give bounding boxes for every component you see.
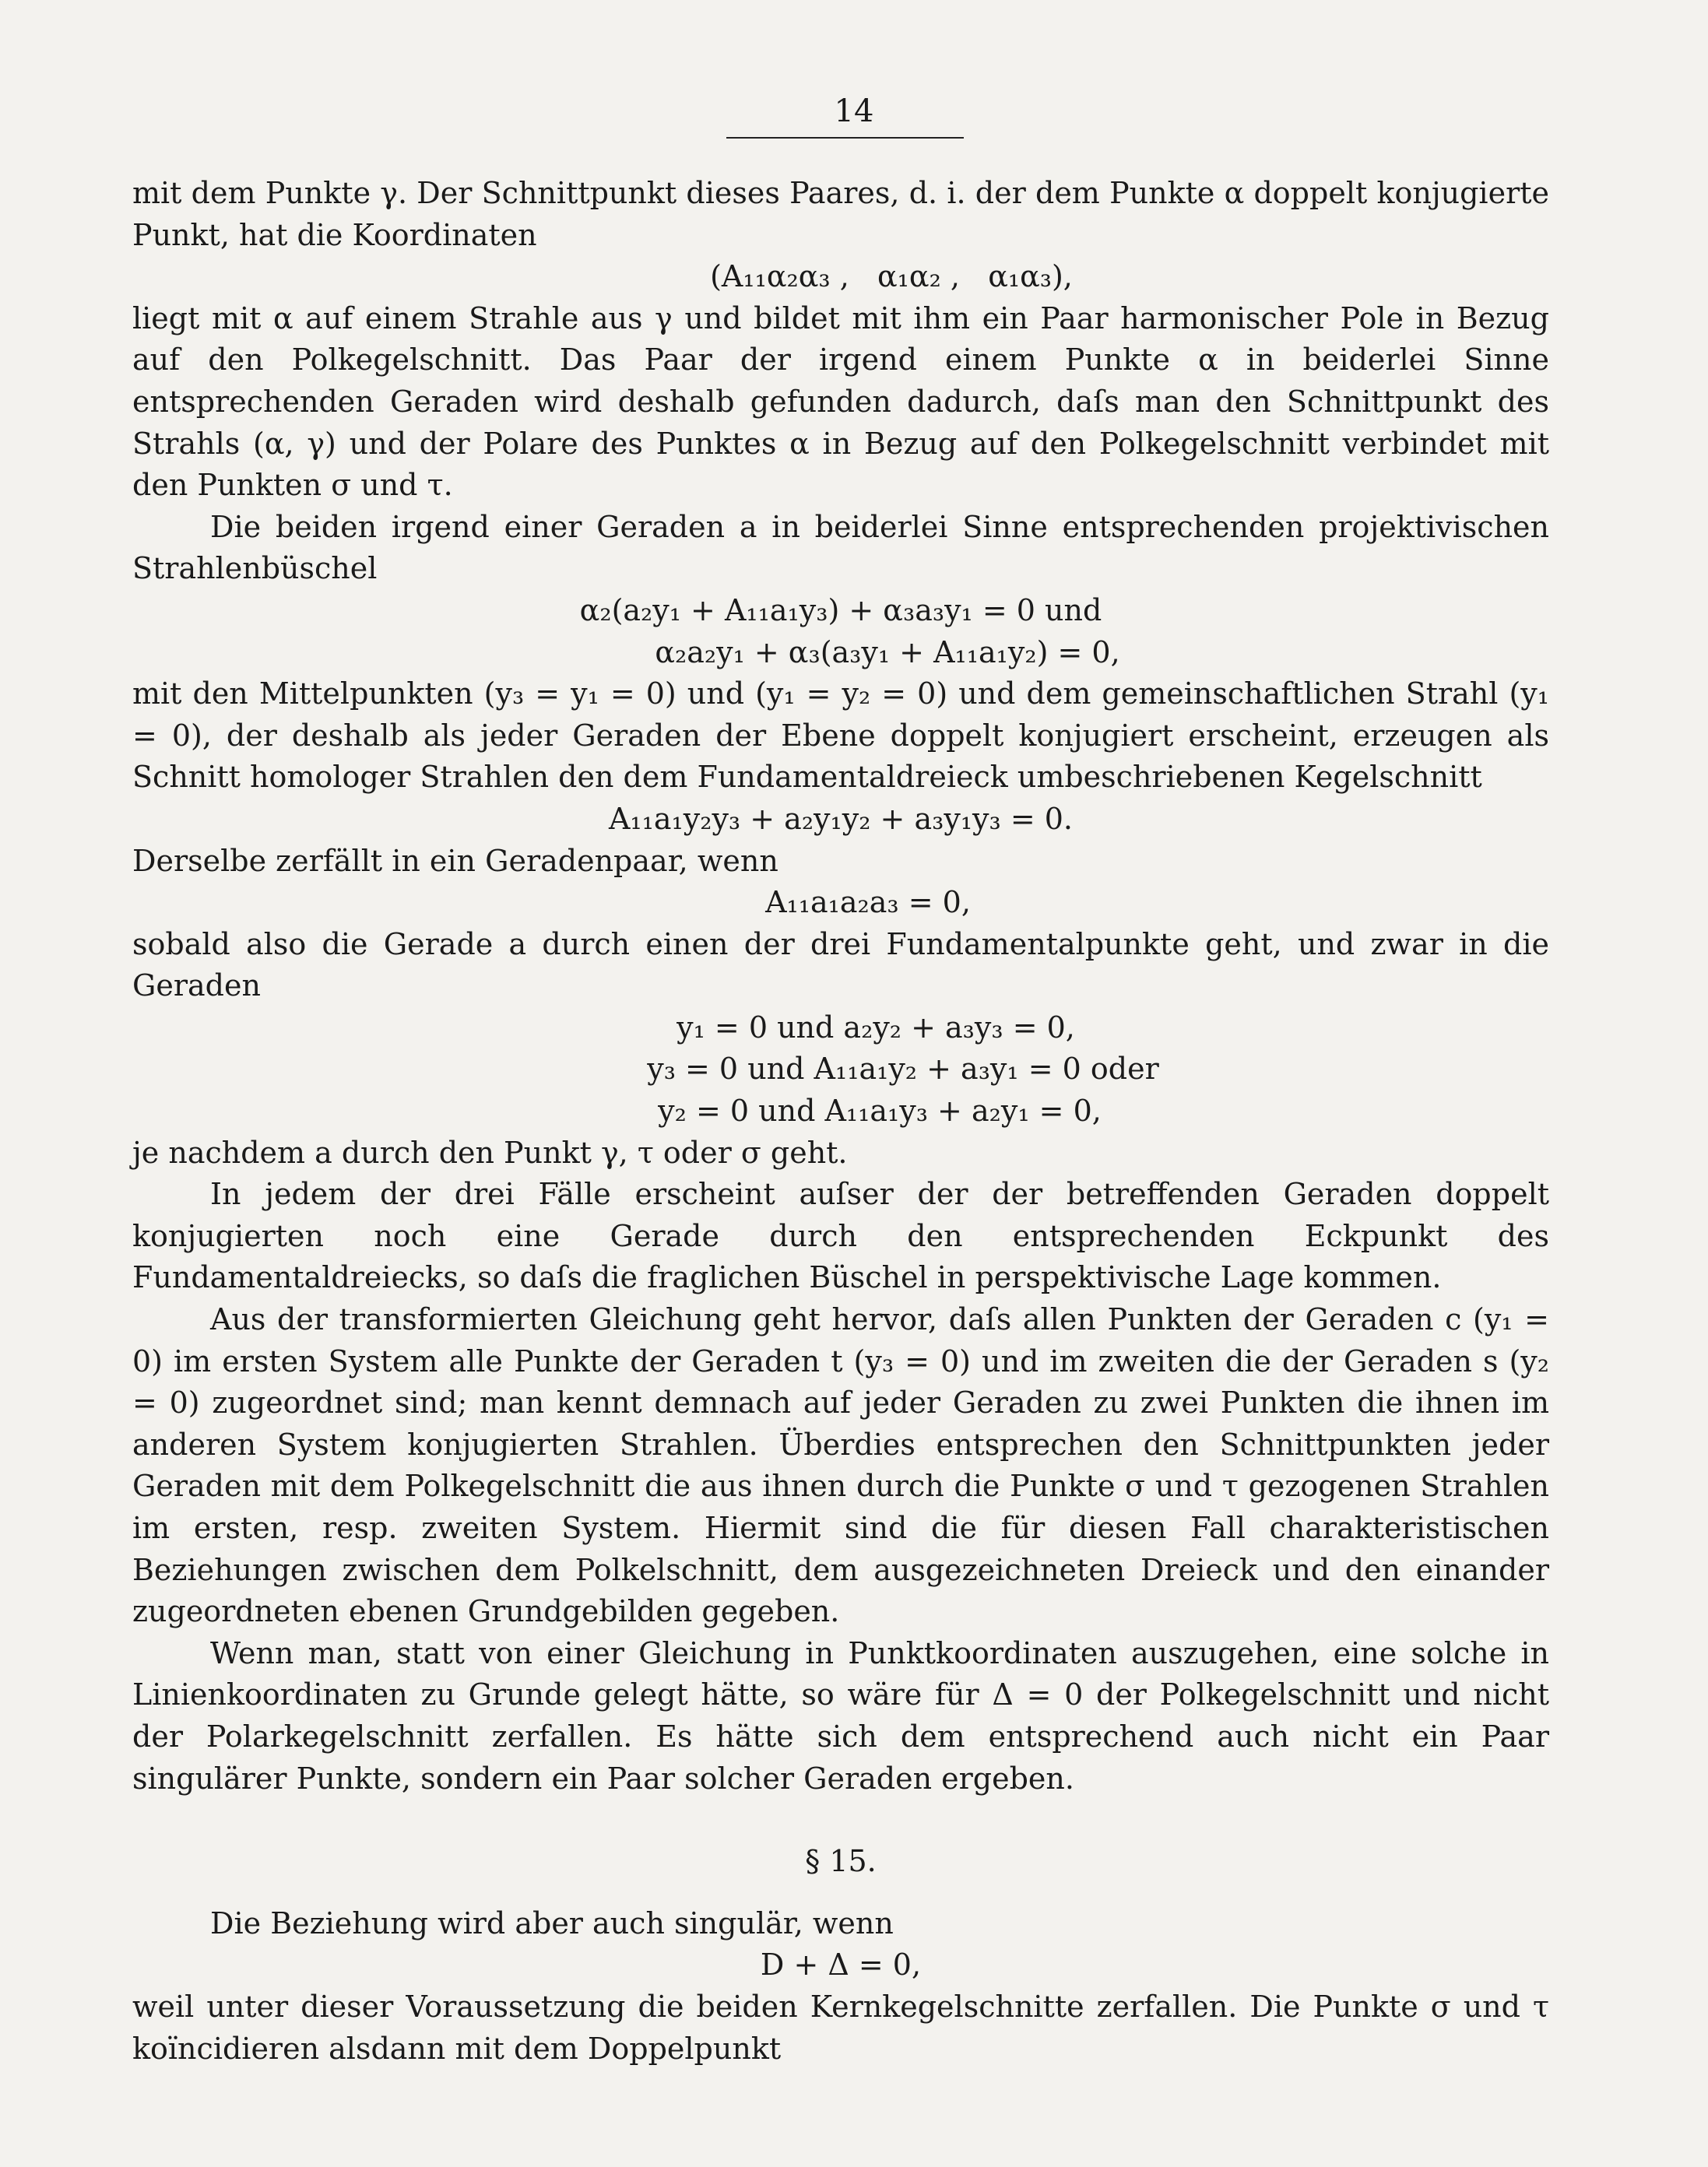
paragraph: Wenn man, statt von einer Gleichung in Punktkoordinaten auszugehen, eine solche in Linienkoordinaten zu Grunde gelegt hätte, so wäre für Δ = 0 der Polkegelschnitt und nicht der Polarkegelschnitt zerfallen. Es hätte sich dem entsprechend auch nicht ein Paar singulärer Punkte, sondern ein Paar solcher Geraden ergeben. bbox=[132, 1635, 1549, 1796]
header-rule bbox=[726, 137, 964, 139]
paragraph: mit dem Punkte γ. Der Schnittpunkt dieses Paares, d. i. der dem Punkte α doppelt konjugierte Punkt, hat die Koordinaten bbox=[132, 176, 1549, 252]
equation: y₃ = 0 und A₁₁a₁y₂ + a₃y₁ = 0 oder bbox=[647, 1052, 1159, 1087]
paragraph: sobald also die Gerade a durch einen der drei Fundamentalpunkte geht, und zwar in die Geraden bbox=[132, 926, 1549, 1003]
equation: α₂(a₂y₁ + A₁₁a₁y₃) + α₃a₃y₁ = 0 und bbox=[579, 592, 1102, 627]
paragraph: In jedem der drei Fälle erscheint auſser der der betreffenden Geraden doppelt konjugierten noch eine Gerade durch den entsprechenden Eckpunkt des Fundamentaldreiecks, so daſs die fraglichen Büschel in perspektivische Lage kommen. bbox=[132, 1177, 1549, 1295]
equation: y₁ = 0 und a₂y₂ + a₃y₃ = 0, bbox=[677, 1010, 1075, 1045]
equation: y₂ = 0 und A₁₁a₁y₃ + a₂y₁ = 0, bbox=[658, 1094, 1102, 1129]
paragraph: Aus der transformierten Gleichung geht hervor, daſs allen Punkten der Geraden c (y₁ = 0) im ersten System alle Punkte der Geraden t (y₃ = 0) und im zweiten die der Geraden s (y₂ = 0) zugeordnet sind; man kennt demnach auf jeder Geraden zu zwei Punkten die ihnen im anderen System konjugierten Strahlen. Überdies entsprechen den Schnittpunkten jeder Geraden mit dem Polkegelschnitt die aus ihnen durch die Punkte σ und τ gezogenen Strahlen im ersten, resp. zweiten System. Hiermit sind die für diesen Fall charakteristischen Beziehungen zwischen dem Polkelschnitt, dem ausgezeichneten Dreieck und den einander zugeordneten ebenen Grundgebilden gegeben. bbox=[132, 1302, 1549, 1629]
equation: A₁₁a₁a₂a₃ = 0, bbox=[765, 885, 971, 920]
paragraph: Die Beziehung wird aber auch singulär, wenn bbox=[210, 1905, 894, 1940]
paragraph: Derselbe zerfällt in ein Geradenpaar, wenn bbox=[132, 843, 778, 878]
paragraph: weil unter dieser Voraussetzung die beiden Kernkegelschnitte zerfallen. Die Punkte σ und τ koïncidieren alsdann mit dem Doppelpunkt bbox=[132, 1989, 1549, 2066]
paragraph: mit den Mittelpunkten (y₃ = y₁ = 0) und (y₁ = y₂ = 0) und dem gemeinschaftlichen Strahl (y₁ = 0), der deshalb als jeder Geraden der Ebene doppelt konjugiert erscheint, erzeugen als Schnitt homologer Strahlen den dem Fundamentaldreieck umbeschriebenen Kegelschnitt bbox=[132, 676, 1549, 795]
equation: (A₁₁α₂α₃ , α₁α₂ , α₁α₃), bbox=[710, 259, 1073, 294]
equation: D + Δ = 0, bbox=[760, 1947, 922, 1983]
paragraph: je nachdem a durch den Punkt γ, τ oder σ geht. bbox=[132, 1135, 848, 1170]
equation: A₁₁a₁y₂y₃ + a₂y₁y₂ + a₃y₁y₃ = 0. bbox=[608, 801, 1074, 836]
page-body bbox=[132, 173, 1549, 2070]
paragraph: liegt mit α auf einem Strahle aus γ und bildet mit ihm ein Paar harmonischer Pole in Bezug auf den Polkegelschnitt. Das Paar der irgend einem Punkte α in beiderlei Sinne entsprechenden Geraden wird deshalb gefunden dadurch, daſs man den Schnittpunkt des Strahls (α, γ) und der Polare des Punktes α in Bezug auf den Polkegelschnitt verbindet mit den Punkten σ und τ. bbox=[132, 300, 1549, 503]
paragraph: Die beiden irgend einer Geraden a in beiderlei Sinne entsprechenden projektivischen Strahlenbüschel bbox=[132, 509, 1549, 586]
section-heading: § 15. bbox=[805, 1844, 877, 1879]
page-number: 14 bbox=[834, 93, 874, 129]
equation: α₂a₂y₁ + α₃(a₃y₁ + A₁₁a₁y₂) = 0, bbox=[655, 634, 1120, 669]
